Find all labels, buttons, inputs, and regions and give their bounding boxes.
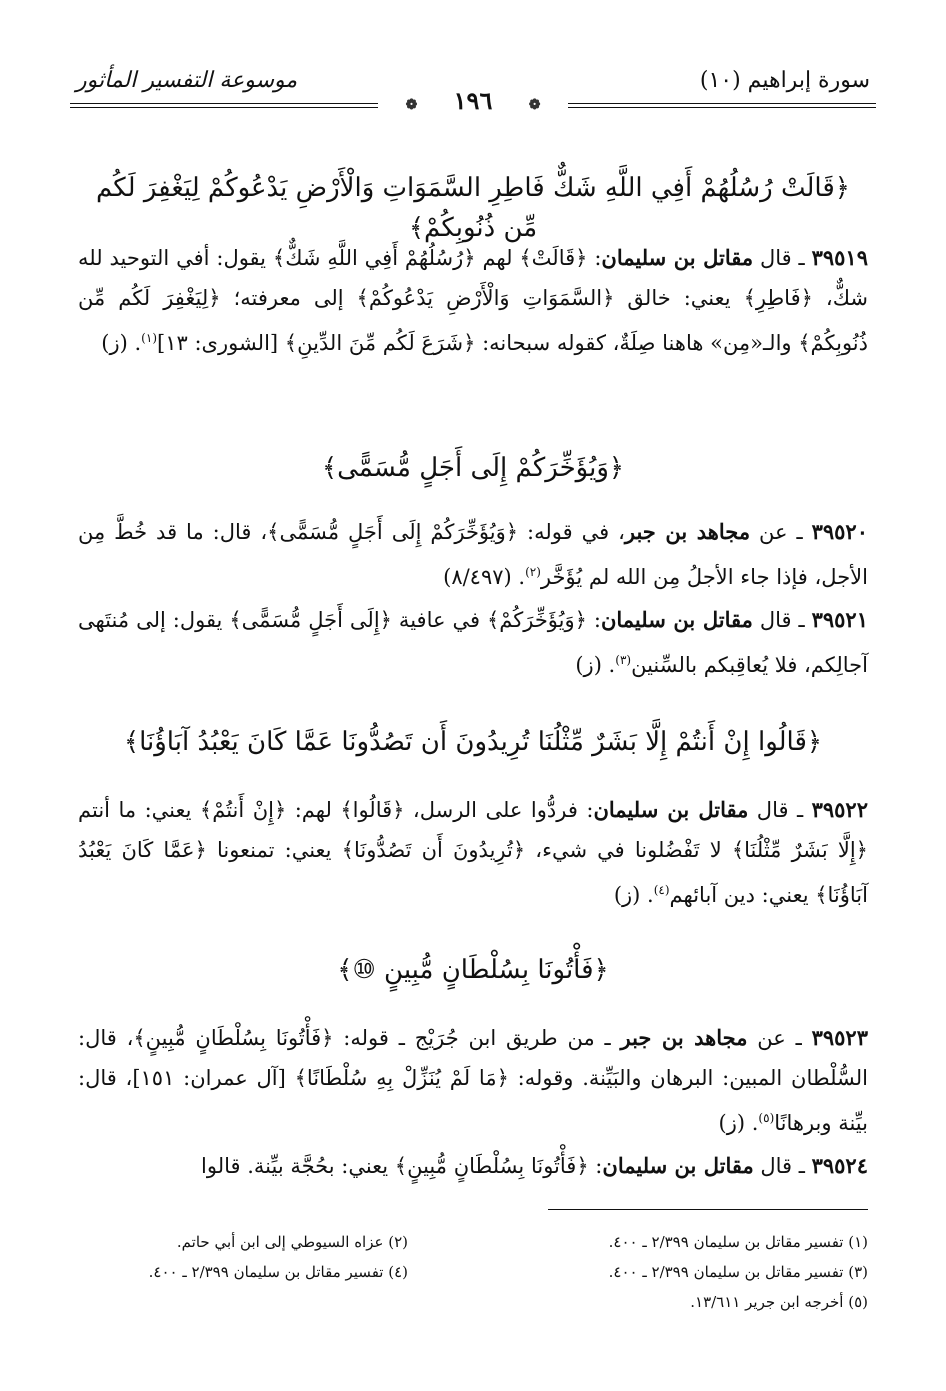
- footnote: (٢) عزاه السيوطي إلى ابن أبي حاتم.: [176, 1233, 408, 1251]
- entry-text: ، في قوله: ﴿وَيُؤَخِّرَكُمْ إِلَى أَجَلٍ مُّسَمًّى﴾، قال: ما قد خُطَّ مِن الأجل، فإذا جاء الأجلُ مِن الله لم يُؤَخَّر: [78, 520, 868, 589]
- entry-intro: ـ قال: [753, 246, 812, 270]
- entry-text: : فردُّوا على الرسل، ﴿قَالُوا﴾ لهم: ﴿إِنْ أَنتُمْ﴾ يعني: ما أنتم ﴿إِلَّا بَشَرٌ مِّثْلُنَا﴾ لا تَفْضُلونا في شيء، ﴿تُرِيدُونَ أَن تَصُدُّونَا﴾ يعني: تمنعونا ﴿عَمَّا كَانَ يَعْبُدُ آبَاؤُنَا﴾ يعني: دين آبائهم: [78, 798, 868, 907]
- footnote-rule: [548, 1209, 868, 1210]
- entry-intro: ـ قال: [748, 798, 812, 822]
- ornament-icon: ❁: [515, 97, 555, 113]
- narrator-name: مقاتل بن سليمان: [601, 245, 754, 270]
- entry-number: ٣٩٥٢٢: [811, 797, 868, 822]
- quran-verse: ﴿فَأْتُونَا بِسُلْطَانٍ مُّبِينٍ ⑩﴾: [337, 955, 609, 985]
- narrator-name: مقاتل بن سليمان: [593, 797, 749, 822]
- ornament-icon: ❁: [392, 97, 432, 113]
- narration-entry: [78, 600, 868, 685]
- narrator-name: مجاهد بن جبر: [620, 1025, 748, 1050]
- quran-verse: ﴿قَالَتْ رُسُلُهُمْ أَفِي اللَّهِ شَكٌّ فَاطِرِ السَّمَوَاتِ وَالْأَرْضِ يَدْعُوكُمْ لِيَغْفِرَ لَكُم مِّن ذُنُوبِكُمْ﴾: [95, 173, 851, 243]
- entry-intro: ـ قال: [752, 608, 812, 632]
- footnote-ref: (٤): [653, 883, 670, 897]
- page-number: ١٩٦: [440, 86, 507, 115]
- entry-source: . (٨/٤٩٧): [443, 565, 526, 589]
- footnote-ref: (٣): [615, 653, 632, 667]
- entry-source: . (ز): [613, 883, 654, 907]
- footnote-ref: (٥): [758, 1111, 775, 1125]
- footnote: (١) تفسير مقاتل بن سليمان ٢/٣٩٩ ـ ٤٠٠.: [608, 1233, 868, 1251]
- quran-verse: ﴿وَيُؤَخِّرَكُمْ إِلَى أَجَلٍ مُّسَمًّى﴾: [321, 453, 625, 483]
- entry-text: : ﴿فَأْتُونَا بِسُلْطَانٍ مُّبِينٍ﴾ يعني: بحُجَّة بيِّنة. قالوا: [201, 1154, 603, 1178]
- entry-source: . (ز): [575, 653, 616, 677]
- narration-entry: [78, 512, 868, 597]
- entry-text: : ﴿وَيُؤَخِّرَكُمْ﴾ في عافية ﴿إِلَى أَجَلٍ مُّسَمًّى﴾ يقول: إلى مُنتَهى آجالِكم، فلا يُعاقِبكم بالسِّنين: [78, 608, 868, 677]
- footnote-ref: (١): [141, 331, 157, 345]
- page-number-box: [0, 86, 946, 115]
- footnote: (٥) أخرجه ابن جرير ١٣/٦١١.: [690, 1293, 868, 1311]
- narration-entry: [78, 1018, 868, 1143]
- entry-number: ٣٩٥٢١: [811, 607, 868, 632]
- entry-number: ٣٩٥١٩: [811, 245, 868, 270]
- footnote-ref: (٢): [525, 565, 541, 579]
- entry-intro: ـ عن: [750, 520, 812, 544]
- entry-intro: ـ قال: [753, 1154, 812, 1178]
- entry-number: ٣٩٥٢٣: [811, 1025, 868, 1050]
- entry-intro: ـ عن: [747, 1026, 812, 1050]
- quran-verse: ﴿قَالُوا إِنْ أَنتُمْ إِلَّا بَشَرٌ مِّثْلُنَا تُرِيدُونَ أَن تَصُدُّونَا عَمَّا كَانَ يَعْبُدُ آبَاؤُنَا﴾: [123, 727, 823, 757]
- narration-entry: [78, 238, 868, 363]
- narrator-name: مقاتل بن سليمان: [600, 607, 753, 632]
- entry-text: ـ من طريق ابن جُرَيْج ـ قوله: ﴿فَأْتُونَا بِسُلْطَانٍ مُّبِينٍ﴾، قال: السُّلْطان المبين: البرهان والبَيِّنة. وقوله: ﴿مَا لَمْ يُنَزِّلْ بِهِ سُلْطَانًا﴾ [آل عمران: ١٥١]، قال: بيِّنة وبرهانًا: [78, 1026, 868, 1135]
- footnote: (٤) تفسير مقاتل بن سليمان ٢/٣٩٩ ـ ٤٠٠.: [148, 1263, 408, 1281]
- entry-text: : ﴿قَالَتْ﴾ لهم ﴿رُسُلُهُمْ أَفِي اللَّهِ شَكٌّ﴾ يقول: أفي التوحيد لله شكٌّ، ﴿فَاطِرِ﴾ يعني: خالق ﴿السَّمَوَاتِ وَالْأَرْضِ يَدْعُوكُمْ﴾ إلى معرفته؛ ﴿لِيَغْفِرَ لَكُم مِّن ذُنُوبِكُمْ﴾ والـ«مِن» هاهنا صِلَةٌ، كقوله سبحانه: ﴿شَرَعَ لَكُم مِّنَ الدِّينِ﴾ [الشورى: ١٣]: [78, 246, 868, 355]
- footnote: (٣) تفسير مقاتل بن سليمان ٢/٣٩٩ ـ ٤٠٠.: [608, 1263, 868, 1281]
- narrator-name: مقاتل بن سليمان: [602, 1153, 754, 1178]
- book-title: موسوعة التفسير المأثور: [76, 68, 298, 93]
- surah-title: سورة إبراهيم (١٠): [699, 68, 870, 93]
- entry-number: ٣٩٥٢٤: [811, 1153, 868, 1178]
- narration-entry: [78, 790, 868, 915]
- entry-source: . (ز): [718, 1111, 759, 1135]
- narrator-name: مجاهد بن جبر: [624, 519, 751, 544]
- entry-number: ٣٩٥٢٠: [811, 519, 868, 544]
- entry-source: . (ز): [101, 331, 142, 355]
- narration-entry: [78, 1146, 868, 1186]
